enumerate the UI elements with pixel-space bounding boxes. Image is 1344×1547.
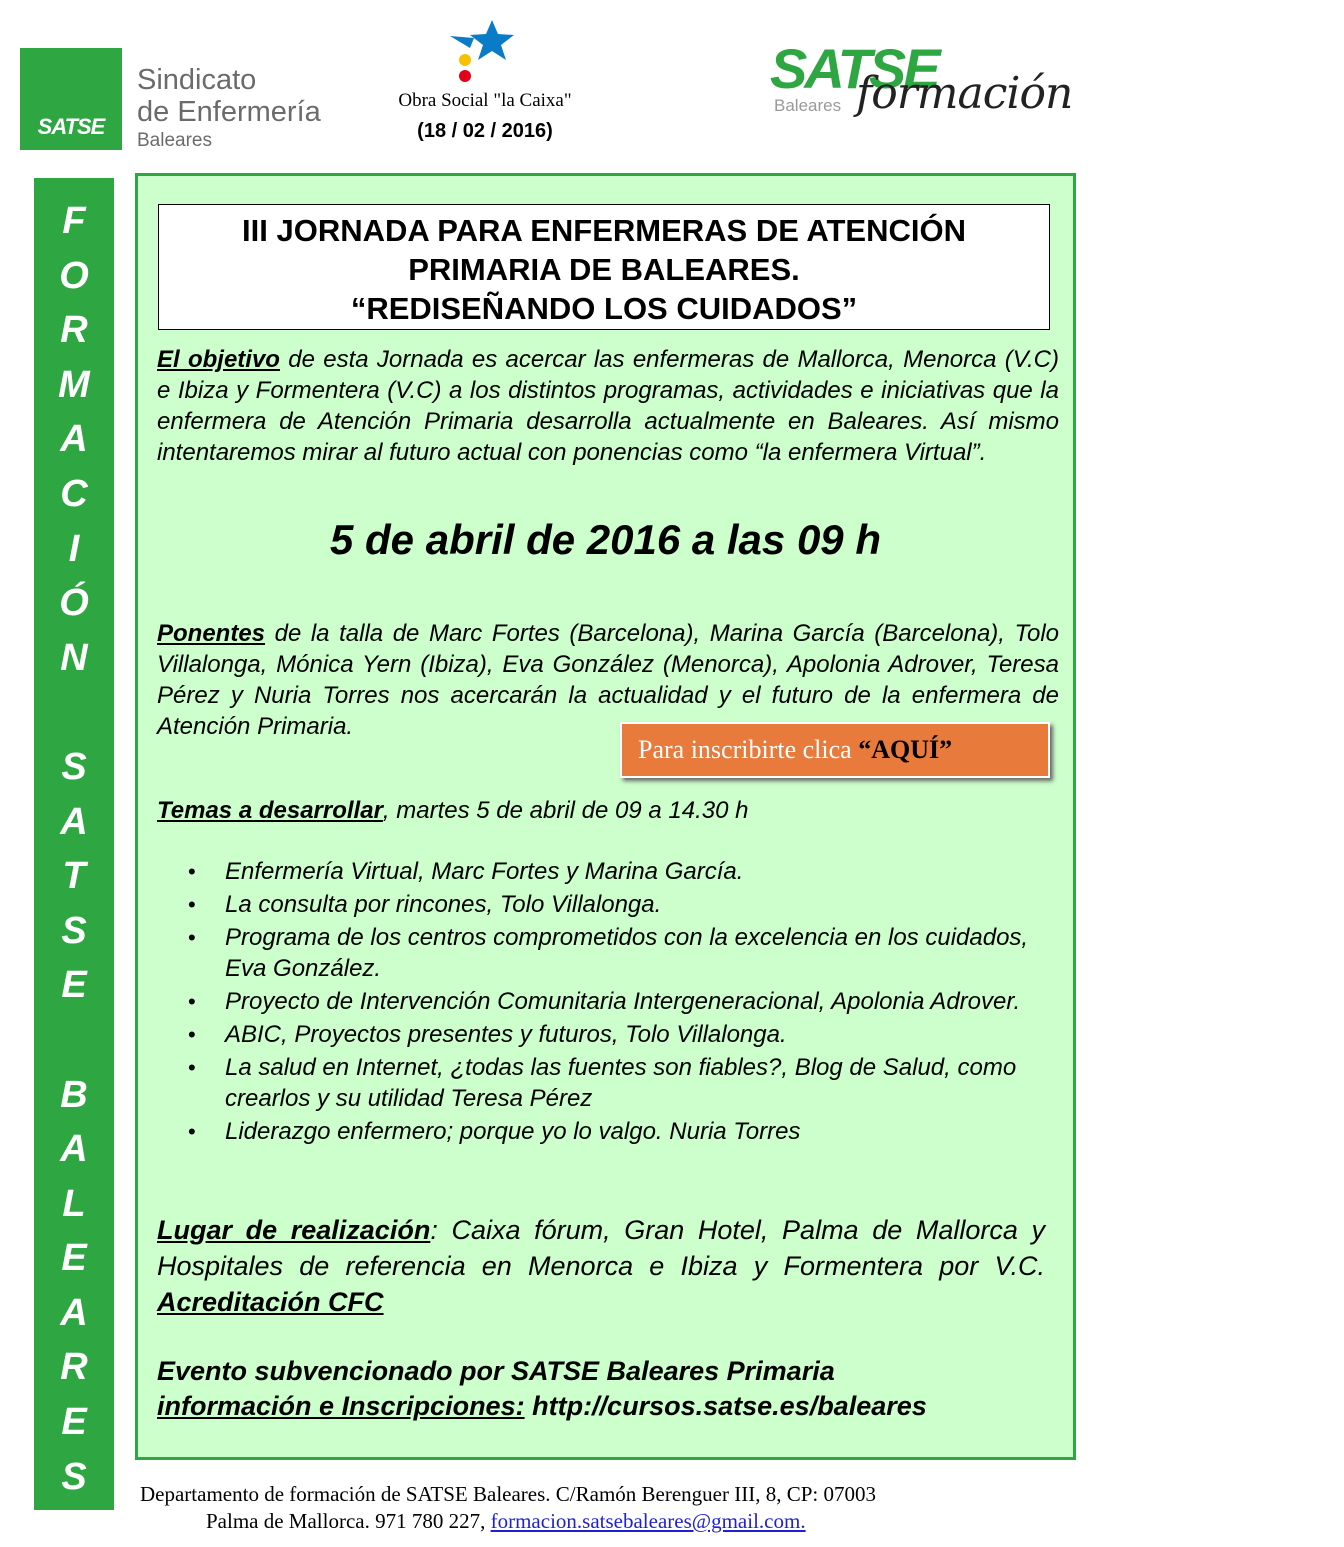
side-banner-letter: I bbox=[68, 527, 80, 570]
list-item: • Enfermería Virtual, Marc Fortes y Marina García. bbox=[172, 856, 1052, 887]
list-item: • La salud en Internet, ¿todas las fuentes son fiables?, Blog de Salud, como crearlos y su utilidad Teresa Pérez bbox=[172, 1052, 1052, 1114]
lugar-lead: Lugar de realización bbox=[157, 1215, 431, 1245]
footer-contact: Palma de Mallorca. 971 780 227, bbox=[206, 1509, 491, 1533]
ponentes-text: de la talla de Marc Fortes (Barcelona), Marina García (Barcelona), Tolo Villalonga, Mónica Yern (Ibiza), Eva González (Menorca), Apolonia Adrover, Teresa Pérez y Nuria Torres nos acercarán la actualidad y el futuro de la enfermera de Atención Primaria. bbox=[157, 620, 1059, 740]
lugar-text: : Caixa fórum, Gran Hotel, Palma de Mallorca y Hospitales de referencia en Menorca e Ibiza y Formentera por V.C. bbox=[157, 1215, 1045, 1281]
objetivo-lead: El objetivo bbox=[157, 346, 280, 373]
side-banner-letter: R bbox=[60, 1346, 88, 1389]
side-banner-letter: A bbox=[60, 1291, 88, 1334]
side-banner-letter: S bbox=[61, 1455, 87, 1498]
side-banner-letter: F bbox=[62, 200, 86, 242]
side-banner-letter: E bbox=[61, 1237, 87, 1280]
satse-logo bbox=[20, 48, 122, 150]
evento-block bbox=[157, 1354, 1057, 1424]
inscribirte-text: Para inscribirte clica bbox=[638, 735, 859, 764]
sindicato-line2: de Enfermería bbox=[137, 96, 321, 128]
side-banner-letter: S bbox=[61, 745, 87, 788]
inscribirte-button[interactable] bbox=[620, 722, 1050, 778]
title-line3: “REDISEÑANDO LOS CUIDADOS” bbox=[350, 291, 858, 326]
side-banner bbox=[34, 178, 114, 1510]
sindicato-logo-text bbox=[137, 64, 321, 154]
title-box bbox=[158, 204, 1050, 330]
temas-text: , martes 5 de abril de 09 a 14.30 h bbox=[382, 797, 749, 824]
satse-formacion-region: Baleares bbox=[774, 96, 842, 115]
side-banner-letter: N bbox=[60, 636, 88, 679]
temas-lead: Temas a desarrollar bbox=[157, 797, 383, 824]
side-banner-letter: A bbox=[60, 800, 88, 843]
document-date: (18 / 02 / 2016) bbox=[417, 120, 553, 142]
satse-formacion-brand: SATSE bbox=[770, 37, 938, 100]
la-caixa-star-icon bbox=[448, 20, 528, 88]
side-banner-letter: S bbox=[61, 909, 87, 952]
footer-line1: Departamento de formación de SATSE Baleares. C/Ramón Berenguer III, 8, CP: 07003 bbox=[140, 1482, 876, 1506]
side-banner-letter: C bbox=[60, 472, 88, 515]
side-banner-letter: M bbox=[58, 363, 90, 406]
list-item: • La consulta por rincones, Tolo Villalonga. bbox=[172, 889, 1052, 920]
footer-line2 bbox=[140, 1508, 960, 1535]
lugar-paragraph bbox=[157, 1212, 1045, 1320]
evento-line1: Evento subvencionado por SATSE Baleares Primaria bbox=[157, 1356, 835, 1386]
list-item: • ABIC, Proyectos presentes y futuros, Tolo Villalonga. bbox=[172, 1019, 1052, 1050]
side-banner-letter: A bbox=[60, 418, 88, 461]
list-item: • Proyecto de Intervención Comunitaria Intergeneracional, Apolonia Adrover. bbox=[172, 986, 1052, 1017]
objetivo-text: de esta Jornada es acercar las enfermeras de Mallorca, Menorca (V.C) e Ibiza y Formentera (V.C) a los distintos programas, actividades e iniciativas que la enfermera de Atención Primaria desarrolla actualmente en Baleares. Así mismo intentaremos mirar al futuro actual con ponencias como “la enfermera Virtual”. bbox=[157, 346, 1059, 466]
email-link[interactable]: formacion.satsebaleares@gmail.com. bbox=[490, 1509, 806, 1533]
side-banner-letter: B bbox=[60, 1073, 88, 1116]
side-banner-gap bbox=[34, 685, 114, 740]
sindicato-line1: Sindicato bbox=[137, 64, 257, 96]
cursos-link[interactable]: http://cursos.satse.es/baleares bbox=[524, 1391, 927, 1421]
objetivo-paragraph bbox=[157, 344, 1059, 468]
side-banner-letter: E bbox=[61, 1401, 87, 1444]
caixa-logo-text: Obra Social "la Caixa" bbox=[398, 90, 572, 111]
sindicato-line3: Baleares bbox=[137, 130, 212, 151]
side-banner-letters bbox=[34, 194, 114, 1504]
list-item: • Liderazgo enfermero; porque yo lo valgo. Nuria Torres bbox=[172, 1116, 1052, 1147]
event-date: 5 de abril de 2016 a las 09 h bbox=[330, 516, 881, 563]
acreditacion-cfc: Acreditación CFC bbox=[157, 1287, 384, 1317]
evento-line2 bbox=[157, 1389, 1057, 1424]
topics-list bbox=[172, 856, 1052, 1149]
side-banner-letter: A bbox=[60, 1128, 88, 1171]
side-banner-letter: T bbox=[62, 855, 86, 898]
satse-logo-text: SATSE bbox=[37, 114, 105, 139]
satse-formacion-logo bbox=[770, 36, 1073, 126]
inscribirte-strong: “AQUÍ” bbox=[858, 735, 953, 764]
info-lead: información e Inscripciones: bbox=[157, 1391, 525, 1421]
main-panel bbox=[135, 173, 1076, 1460]
temas-heading bbox=[157, 795, 1059, 826]
side-banner-letter: L bbox=[62, 1182, 86, 1225]
title-line1: III JORNADA PARA ENFERMERAS DE ATENCIÓN bbox=[242, 213, 966, 248]
list-item: • Programa de los centros comprometidos con la excelencia en los cuidados, Eva González. bbox=[172, 922, 1052, 984]
side-banner-letter: R bbox=[60, 309, 88, 352]
side-banner-letter: O bbox=[59, 254, 89, 297]
side-banner-letter: E bbox=[61, 964, 87, 1007]
side-banner-gap bbox=[34, 1013, 114, 1068]
ponentes-lead: Ponentes bbox=[157, 620, 266, 647]
footer bbox=[140, 1481, 960, 1535]
title-line2: PRIMARIA DE BALEARES. bbox=[408, 252, 800, 287]
satse-formacion-word: formación bbox=[856, 68, 1073, 119]
side-banner-letter: Ó bbox=[59, 582, 89, 625]
